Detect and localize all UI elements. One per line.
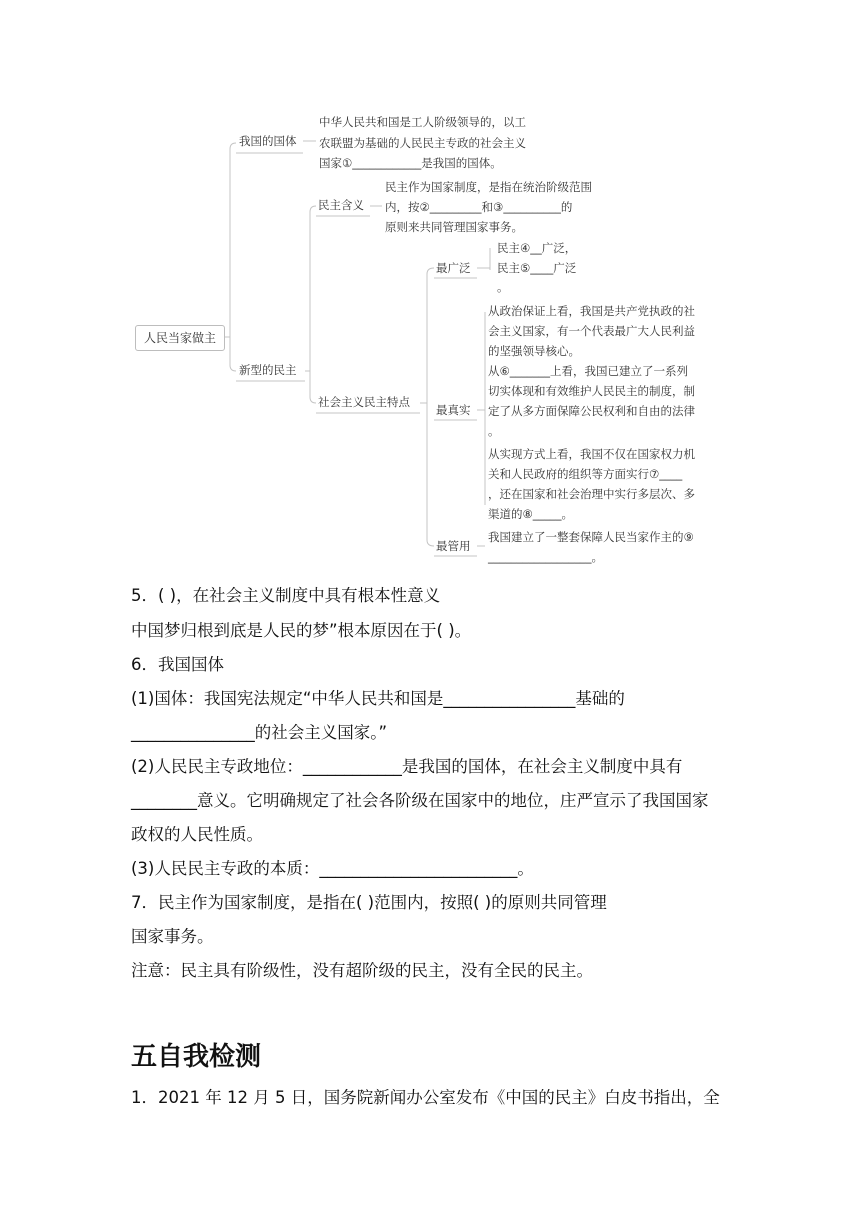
question-6-part-1: (1)国体：我国宪法规定“中华人民共和国是________________基础的 <box>131 689 625 708</box>
hanyi-text-line: 内，按②_________和③__________的 <box>385 200 573 214</box>
guangfan-text-line: 。 <box>497 280 509 294</box>
hanyi-text-line: 民主作为国家制度，是指在统治阶级范围 <box>385 180 592 194</box>
zhenshi-text-line: 关和人民政府的组织等方面实行⑦____ <box>488 467 683 481</box>
question-6-part-1-cont: _______________的社会主义国家。” <box>131 723 388 742</box>
zhenshi-text-line: 会主义国家，有一个代表最广大人民利益 <box>488 324 695 338</box>
node-zui-zhenshi: 最真实 <box>436 403 471 417</box>
zhenshi-text-line: 。 <box>488 424 500 438</box>
guangfan-text-line: 民主④__广泛， <box>497 241 577 255</box>
question-6-part-3: (3)人民民主专政的本质：________________________。 <box>131 859 534 878</box>
node-guoti: 我国的国体 <box>239 134 297 148</box>
section-heading: 五自我检测 <box>131 1042 262 1072</box>
guoti-text-line: 中华人民共和国是工人阶级领导的，以工 <box>319 115 526 129</box>
question-5-line-1: 5．( )，在社会主义制度中具有根本性意义 <box>131 586 441 605</box>
node-zui-guangfan: 最广泛 <box>436 261 471 275</box>
zhenshi-text-line: 从⑥_______上看，我国已建立了一系列 <box>488 364 689 378</box>
question-6-part-2: (2)人民民主专政地位：____________是我国的国体，在社会主义制度中具有 <box>131 757 683 776</box>
zhenshi-text-line: 的坚强领导核心。 <box>488 344 580 358</box>
zhenshi-text-line: 定了从多方面保障公民权利和自由的法律 <box>488 404 695 418</box>
zhenshi-text-line: 切实体现和有效维护人民民主的制度，制 <box>488 384 695 398</box>
guoti-text-line: 国家①____________是我国的国体。 <box>319 156 502 170</box>
knowledge-mindmap <box>0 0 860 580</box>
mindmap-connectors <box>0 0 860 580</box>
zhenshi-text-line: 从实现方式上看，我国不仅在国家权力机 <box>488 447 695 461</box>
note: 注意：民主具有阶级性，没有超阶级的民主，没有全民的民主。 <box>131 961 593 980</box>
question-6-part-2-cont: 政权的人民性质。 <box>131 825 263 844</box>
node-minzhu-hanyi: 民主含义 <box>318 198 364 212</box>
guanyong-text-line: 我国建立了一整套保障人民当家作主的⑨ <box>488 530 694 544</box>
question-6-title: 6．我国国体 <box>131 655 224 674</box>
self-test-question-1: 1．2021 年 12 月 5 日，国务院新闻办公室发布《中国的民主》白皮书指出，全 <box>131 1088 720 1107</box>
guanyong-text-line: __________________。 <box>488 550 603 564</box>
zhenshi-text-line: 渠道的⑧_____。 <box>488 507 574 521</box>
question-5-line-2: 中国梦归根到底是人民的梦”根本原因在于( )。 <box>131 621 472 640</box>
guangfan-text-line: 民主⑤____广泛 <box>497 261 577 275</box>
question-7: 7．民主作为国家制度，是指在( )范围内，按照( )的原则共同管理 <box>131 893 607 912</box>
zhenshi-text-line: ，还在国家和社会治理中实行多层次、多 <box>488 487 695 501</box>
question-6-part-2-cont: ________意义。它明确规定了社会各阶级在国家中的地位，庄严宣示了我国国家 <box>131 791 709 810</box>
mindmap-root: 人民当家做主 <box>135 325 225 351</box>
zhenshi-text-line: 从政治保证上看，我国是共产党执政的社 <box>488 304 695 318</box>
question-7-cont: 国家事务。 <box>131 927 214 946</box>
node-xinxing-minzhu: 新型的民主 <box>239 363 297 377</box>
node-shehui-tedian: 社会主义民主特点 <box>318 395 410 409</box>
guoti-text-line: 农联盟为基础的人民民主专政的社会主义 <box>319 136 526 150</box>
hanyi-text-line: 原则来共同管理国家事务。 <box>385 220 523 234</box>
node-zui-guanyong: 最管用 <box>436 539 471 553</box>
